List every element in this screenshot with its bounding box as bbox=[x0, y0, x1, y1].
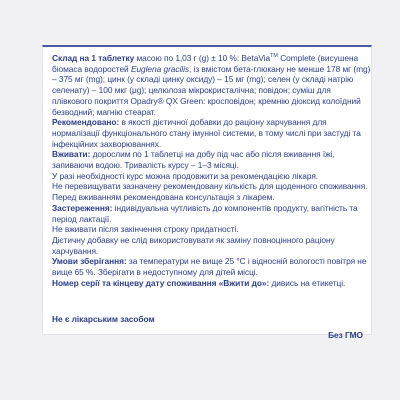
warning-line-2: період лактації. bbox=[52, 213, 112, 224]
batch-heading: Номер серії та кінцеву дату споживання «Вжити до»: bbox=[52, 277, 270, 288]
recommendation-line-1: Рекомендовано: в якості дієтичної добавки до раціону харчування для bbox=[52, 117, 327, 128]
warning-heading: Застереження: bbox=[52, 202, 113, 213]
composition-line-4: селенату) – 100 мкг (μg); целюлоза мікрокристалічна; повідон; суміш для bbox=[52, 85, 331, 96]
warning-line-5: харчування. bbox=[52, 245, 99, 256]
trademark-mark: TM bbox=[270, 53, 278, 60]
product-label bbox=[42, 45, 372, 340]
composition-heading: Склад на 1 таблетку bbox=[52, 53, 135, 63]
not-medicine-notice: Не є лікарським засобом bbox=[52, 314, 155, 324]
recommendation-heading: Рекомендовано: bbox=[52, 117, 120, 128]
usage-line-2: запиваючи водою. Тривалість курсу – 1–3 місяці. bbox=[52, 160, 239, 171]
warning-line-4: Дієтичну добавку не слід використовувати як заміну повноцінного раціону bbox=[52, 234, 335, 245]
usage-line-4: Не перевищувати зазначену рекомендовану кількість для щоденного споживання. bbox=[52, 181, 368, 192]
usage-line-5: Перед вживанням рекомендована консультація з лікарем. bbox=[52, 192, 275, 203]
recommendation-line-2: нормалізації функціонального стану імунної системи, в тому числі при застуді та bbox=[52, 127, 361, 138]
composition-line-1: Склад на 1 таблетку масою по 1,03 г (g) ± 10 %: BetaVia™ Complete (висушена bbox=[52, 53, 359, 63]
storage-line-2: вище 65 %. Зберігати в недоступному для дітей місці. bbox=[52, 267, 258, 278]
batch-line: Номер серії та кінцеву дату споживання «Вжити до»: дивись на етикетці. bbox=[52, 277, 346, 288]
composition-line-3: – 375 мг (mg); цинк (у складі цинку оксиду) – 15 мг (mg); селен (у складі натрію bbox=[52, 74, 354, 85]
usage-line-1: Вживати: дорослим по 1 таблетці на добу під час або після вживання їжі, bbox=[52, 149, 335, 160]
composition-line-2: біомаса водоростей Euglena gracilis, із вмістом бета-глюкану не менше 178 мг (mg) bbox=[52, 63, 371, 74]
storage-line-1: Умови зберігання: за температури не вище 25 °C і відносній вологості повітря не bbox=[52, 256, 367, 267]
composition-line-5: плівкового покриття Opadry® QX Green: кросповідон; кремнію діоксид колоїдний bbox=[52, 95, 361, 106]
recommendation-line-3: інфекційних захворюваннях. bbox=[52, 138, 162, 149]
storage-heading: Умови зберігання: bbox=[52, 256, 127, 267]
usage-line-3: У разі необхідності курс можна продовжити за рекомендацією лікаря. bbox=[52, 170, 319, 181]
no-gmo-notice: Без ГМО bbox=[328, 330, 363, 340]
usage-heading: Вживати: bbox=[52, 149, 91, 160]
warning-line-3: Не вживати після закінчення строку придатності. bbox=[52, 224, 239, 235]
species-name: Euglena gracilis bbox=[130, 63, 190, 74]
composition-line-6: безводний; магнію стеарат. bbox=[52, 106, 156, 117]
warning-line-1: Застереження: індивідуальна чутливість до компонентів продукту, вагітність та bbox=[52, 202, 358, 213]
